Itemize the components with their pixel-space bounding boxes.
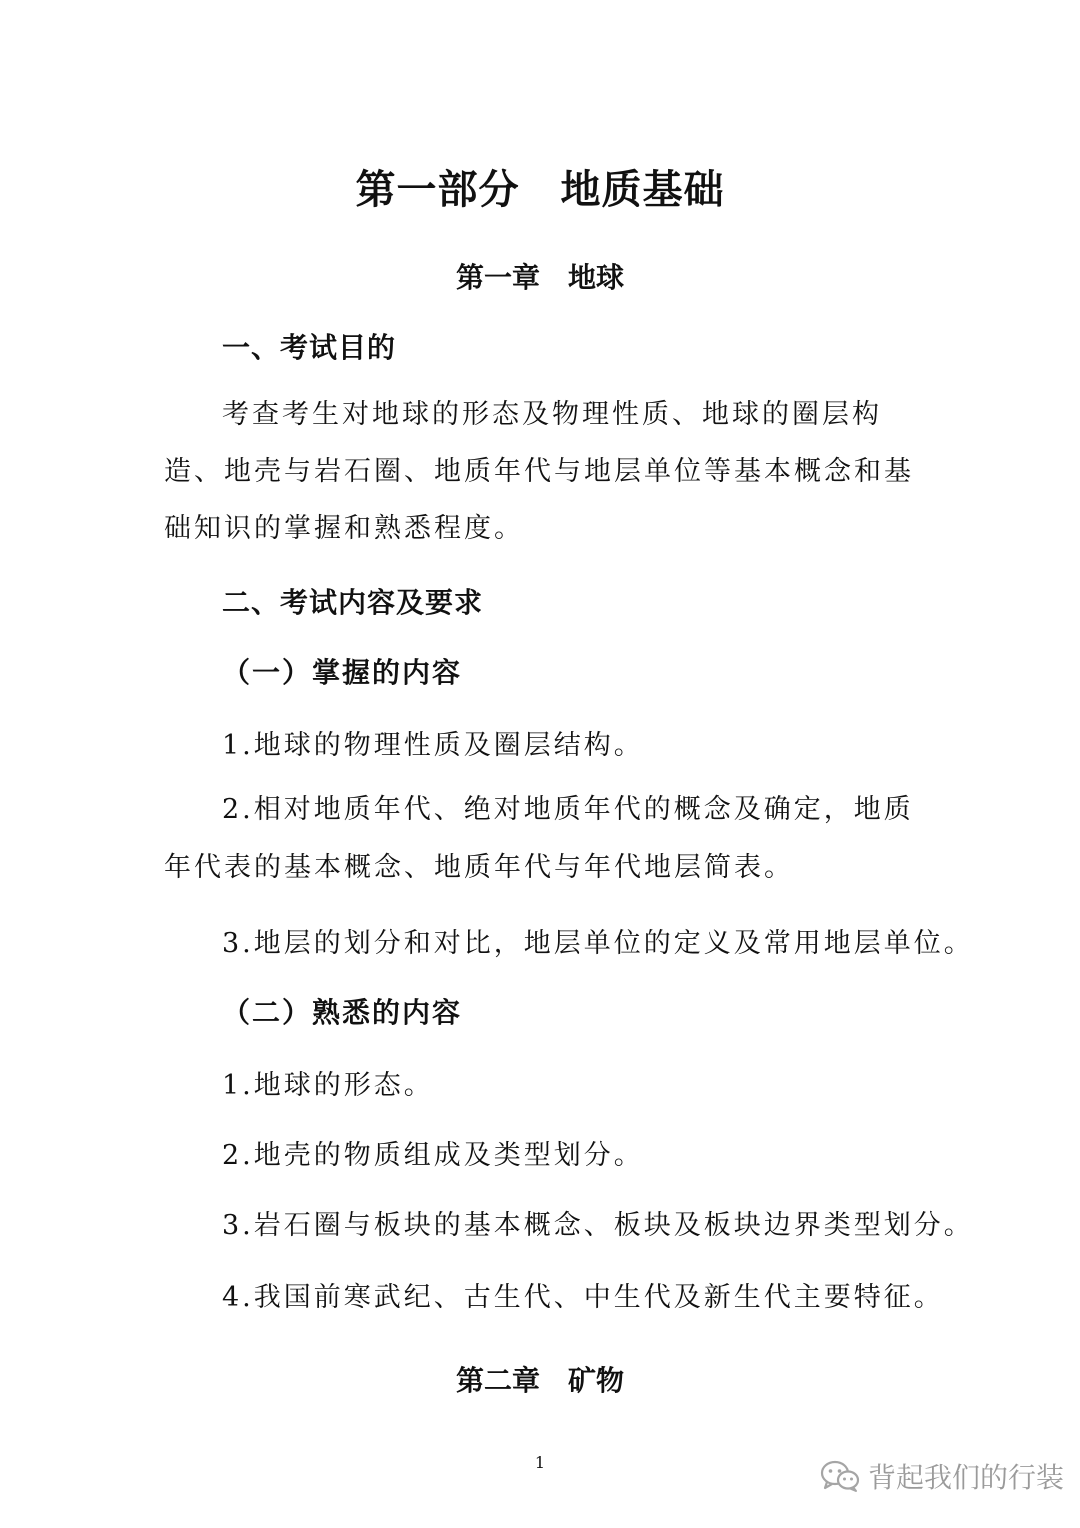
section-paragraph: 考查考生对地球的形态及物理性质、地球的圈层构造、地壳与岩石圈、地质年代与地层单位等基本概念和基础知识的掌握和熟悉程度。 [164,399,914,544]
chapter-title: 第二章 矿物 [455,1364,624,1397]
list-item: 2.相对地质年代、绝对地质年代的概念及确定，地质年代表的基本概念、地质年代与年代地层简表。 [164,794,914,883]
list-item: 1.地球的形态。 [222,1070,434,1101]
list-item: 1.地球的物理性质及圈层结构。 [222,730,644,761]
page-number: 1 [534,1453,546,1472]
subsection-heading: （二）熟悉的内容 [222,996,463,1029]
watermark-text: 背起我们的行装 [868,1461,1065,1494]
watermark [820,1456,1064,1496]
list-item: 2.地壳的物质组成及类型划分。 [222,1140,644,1171]
list-item: 3.岩石圈与板块的基本概念、板块及板块边界类型划分。 [222,1210,974,1241]
section-heading: 一、考试目的 [222,331,397,364]
part-title: 第一部分 地质基础 [355,167,725,213]
chapter-title: 第一章 地球 [455,261,624,294]
subsection-heading: （一）掌握的内容 [222,656,463,689]
list-item: 3.地层的划分和对比，地层单位的定义及常用地层单位。 [222,928,974,959]
list-item: 4.我国前寒武纪、古生代、中生代及新生代主要特征。 [222,1282,944,1313]
section-heading: 二、考试内容及要求 [222,586,484,619]
wechat-icon [820,1459,860,1493]
